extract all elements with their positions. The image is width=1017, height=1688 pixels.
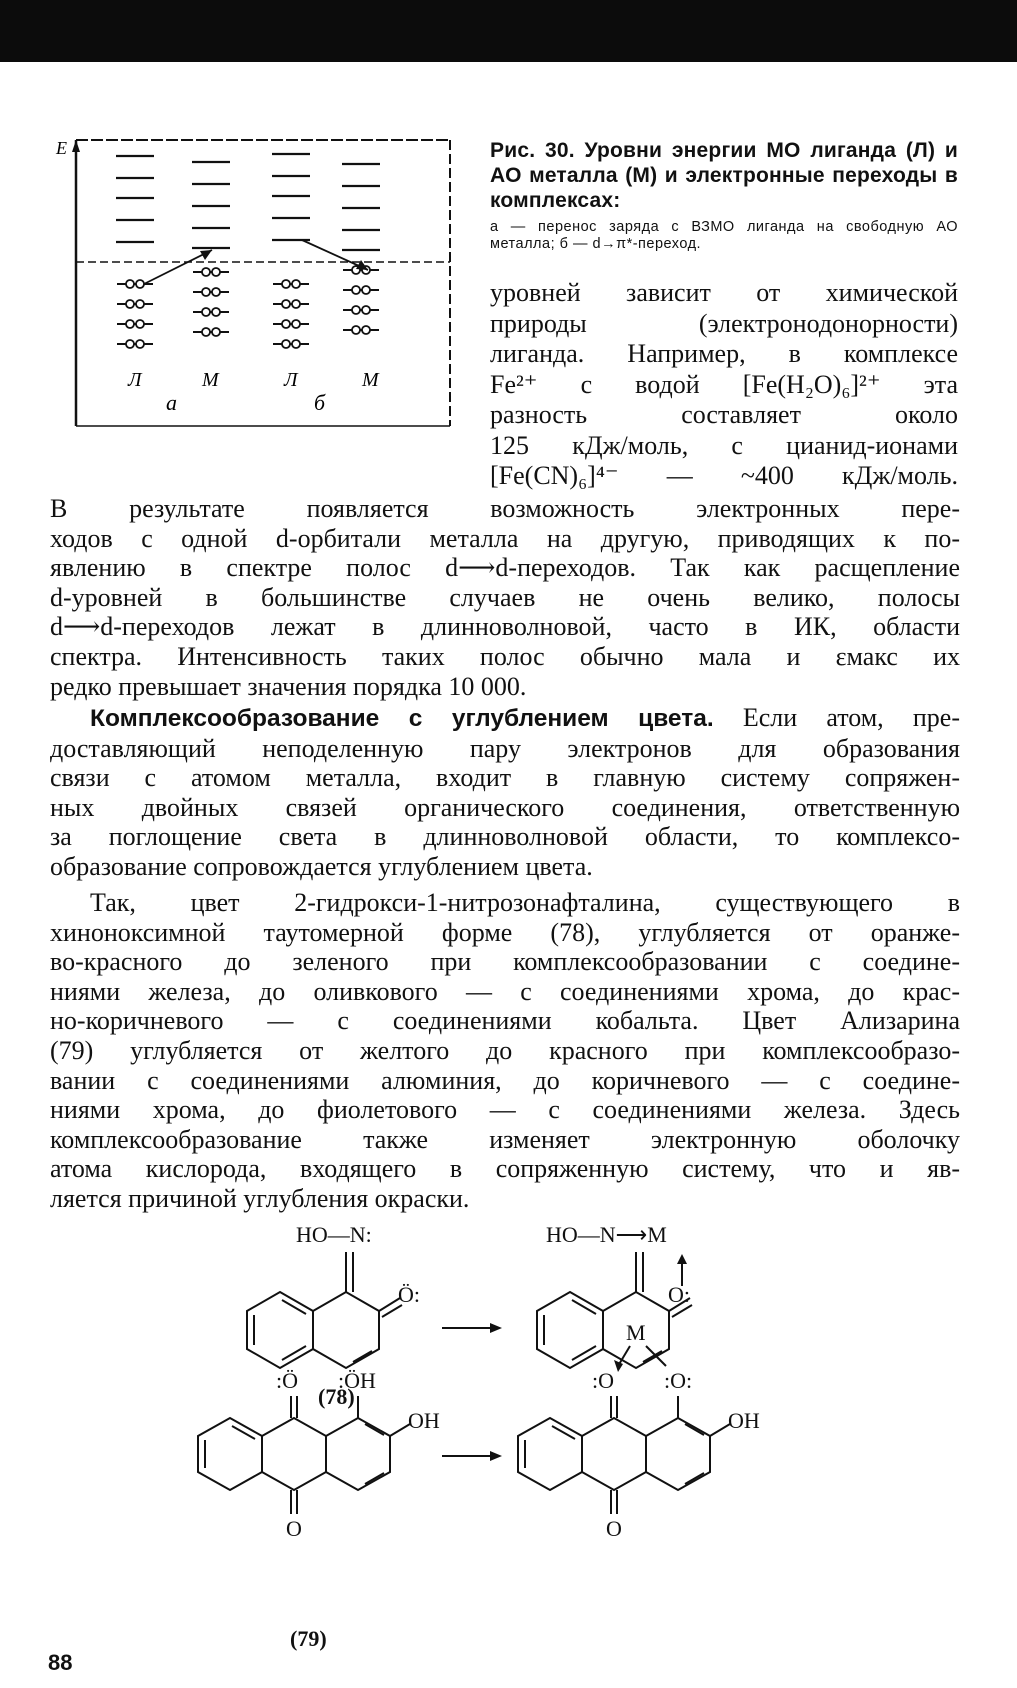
text-line: Так, цвет 2-гидрокси-1-нитрозонафталина, существующего в bbox=[90, 888, 960, 917]
text-line: редко превышает значения порядка 10 000. bbox=[50, 671, 527, 701]
electron bbox=[362, 326, 370, 334]
coordinated-oxygen-79-a: :O bbox=[592, 1368, 614, 1393]
quinone-oxygen-left: O bbox=[286, 1516, 302, 1541]
chemical-structures bbox=[190, 1216, 830, 1656]
text-line: за поглощение света в длинноволновой области, то комплексо- bbox=[50, 822, 960, 852]
electron bbox=[282, 320, 290, 328]
text-line: ниями железа, до оливкового — с соединениями хрома, до крас- bbox=[50, 976, 960, 1006]
electron bbox=[126, 320, 134, 328]
electron bbox=[126, 300, 134, 308]
paragraph-1 bbox=[50, 494, 960, 701]
electron bbox=[212, 268, 220, 276]
text-line: хиноноксимной таутомерной форме (78), углубляется от оранже- bbox=[50, 917, 960, 947]
text-line: связи с атомом металла, входит в главную систему сопряжен- bbox=[50, 763, 960, 793]
energy-axis-label: E bbox=[56, 138, 67, 158]
electron bbox=[202, 308, 210, 316]
electron bbox=[362, 286, 370, 294]
hydroxyl-substituent-right: OH bbox=[728, 1408, 760, 1433]
electron bbox=[202, 268, 210, 276]
text-line: природы (электронодонорности) bbox=[490, 308, 958, 338]
electron bbox=[136, 300, 144, 308]
paragraph-3 bbox=[50, 888, 960, 1214]
electron bbox=[126, 340, 134, 348]
column-label-metal-b: М bbox=[362, 369, 379, 391]
electron bbox=[292, 300, 300, 308]
compound-label-78: (78) bbox=[318, 1384, 355, 1409]
electron bbox=[282, 300, 290, 308]
column-label-metal-a: М bbox=[202, 369, 219, 391]
coordinated-oxygen-78: O: bbox=[668, 1282, 690, 1307]
quinone-oxygen-right: O bbox=[606, 1516, 622, 1541]
electron bbox=[136, 280, 144, 288]
electron bbox=[202, 288, 210, 296]
compound-label-79: (79) bbox=[290, 1626, 327, 1651]
hydroxyl-substituent-left: OH bbox=[408, 1408, 440, 1433]
electron bbox=[126, 280, 134, 288]
electron bbox=[292, 320, 300, 328]
column-label-ligand-a: Л bbox=[128, 369, 142, 391]
electron bbox=[362, 306, 370, 314]
text-line: доставляющий неподеленную пару электронов для образования bbox=[50, 733, 960, 763]
electron bbox=[352, 286, 360, 294]
text-line: явлению в спектре полос d⟶d-переходов. Так как расщепление bbox=[50, 553, 960, 583]
text-line: [Fe(CN)₆]⁴⁻ — ~400 кДж/моль. bbox=[490, 461, 958, 490]
text-line: уровней зависит от химической bbox=[490, 278, 958, 307]
text-line: разность составляет около bbox=[490, 400, 958, 429]
text-line: ных двойных связей органического соединения, ответственную bbox=[50, 792, 960, 822]
hydroxyimino-group-78: HO—N: bbox=[296, 1222, 372, 1247]
electron bbox=[292, 280, 300, 288]
text-line: ниями хрома, до фиолетового — с соединениями железа. Здесь bbox=[50, 1095, 960, 1125]
text-line: В результате появляется возможность электронных пере- bbox=[50, 494, 960, 523]
caption-title: Рис. 30. Уровни энергии МО лиганда (Л) и АО металла (М) и электронные переходы в комплексах: bbox=[490, 139, 958, 212]
text-line: вании с соединениями алюминия, до коричневого — с соедине- bbox=[50, 1065, 960, 1095]
electron bbox=[292, 340, 300, 348]
paragraph-2 bbox=[50, 703, 960, 882]
electron bbox=[352, 306, 360, 314]
electron bbox=[202, 328, 210, 336]
panel-label-b: б bbox=[314, 390, 326, 415]
column-label-ligand-b: Л bbox=[284, 369, 298, 391]
coordinated-oxygen-79-b: :O: bbox=[664, 1368, 693, 1393]
electron bbox=[212, 288, 220, 296]
wrapped-text-column bbox=[490, 278, 958, 492]
panel-label-a: а bbox=[166, 390, 177, 415]
text-line: d⟶d-переходов лежат в длинноволновой, часто в ИК, области bbox=[50, 612, 960, 642]
page-number: 88 bbox=[48, 1650, 73, 1675]
text-line: но-коричневого — с соединениями кобальта. Цвет Ализарина bbox=[50, 1006, 960, 1036]
text-line: образование сопровождается углублением цвета. bbox=[50, 851, 593, 881]
carbonyl-oxygen-78: Ö: bbox=[398, 1282, 420, 1307]
electron bbox=[212, 308, 220, 316]
text-line: 125 кДж/моль, с цианид-ионами bbox=[490, 430, 958, 460]
text-fragment: Если атом, пре- bbox=[713, 703, 960, 732]
scan-top-bar bbox=[0, 0, 1017, 62]
electron bbox=[136, 320, 144, 328]
electron bbox=[212, 328, 220, 336]
text-line: d-уровней в большинстве случаев не очень велико, полосы bbox=[50, 582, 960, 612]
text-line: Fe²⁺ с водой [Fe(H₂O)₆]²⁺ эта bbox=[490, 369, 958, 399]
carbonyl-oxygen-79: :Ö bbox=[276, 1368, 298, 1393]
electron bbox=[136, 340, 144, 348]
text-line bbox=[50, 703, 960, 734]
metal-symbol-79: M bbox=[626, 1320, 646, 1345]
caption-legend: а — перенос заряда с ВЗМО лиганда на свободную АО металла; б — d→π*-переход. bbox=[490, 219, 958, 252]
hydroxyl-group-79: :ÖH bbox=[338, 1368, 376, 1393]
electron bbox=[352, 326, 360, 334]
text-line: во-красного до зеленого при комплексообразовании с соедине- bbox=[50, 947, 960, 977]
text-line: спектра. Интенсивность таких полос обычно мала и εмакс их bbox=[50, 641, 960, 671]
paragraph-heading: Комплексообразование с углублением цвета. bbox=[90, 705, 714, 732]
energy-level-diagram bbox=[56, 138, 454, 438]
text-line: атома кислорода, входящего в сопряженную систему, что и яв- bbox=[50, 1154, 960, 1184]
figure-caption bbox=[490, 138, 958, 253]
text-line: ляется причиной углубления окраски. bbox=[50, 1183, 470, 1213]
text-line: (79) углубляется от желтого до красного при комплексообразо- bbox=[50, 1035, 960, 1065]
electron bbox=[282, 340, 290, 348]
text-line: ходов с одной d-орбитали металла на другую, приводящих к по- bbox=[50, 523, 960, 553]
electron bbox=[282, 280, 290, 288]
text-line: лиганда. Например, в комплексе bbox=[490, 339, 958, 368]
complexed-group-78: HO—N⟶M bbox=[546, 1222, 667, 1247]
text-line: комплексообразование также изменяет электронную оболочку bbox=[50, 1124, 960, 1154]
